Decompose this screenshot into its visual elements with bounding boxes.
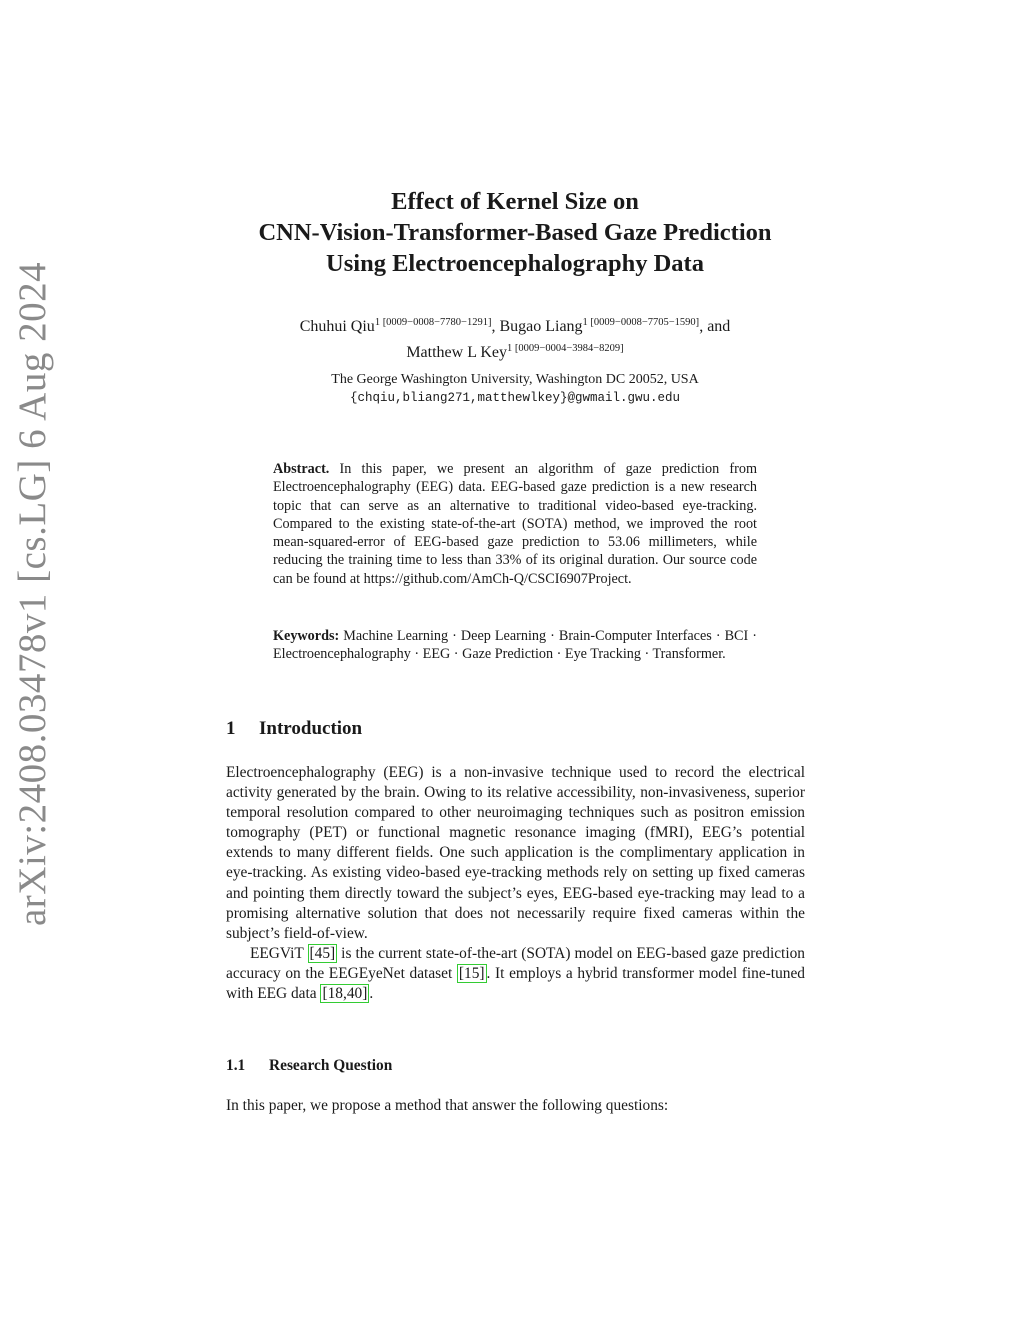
section-number: 1 (226, 718, 236, 739)
title-line-1: Effect of Kernel Size on (391, 188, 639, 215)
abstract-text: In this paper, we present an algorithm of gaze prediction from Electroencephalography (EEG) data. EEG-based gaze prediction is a new research topic that can serve as an alternative to traditional video-based eye-tracking. Compared to the existing state-of-the-art (SOTA) method, we improved the root mean-squared-error of EEG-based gaze prediction to 53.06 millimeters, while reducing the training time to less than 33% of its original duration. Our source code can be found at https://github.com/AmCh-Q/CSCI6907Project. (273, 461, 757, 587)
abstract (273, 460, 757, 588)
keywords-text: Machine Learning · Deep Learning · Brain-Computer Interfaces · BCI · Electroencephalography · EEG · Gaze Prediction · Eye Tracking · Transformer. (273, 628, 757, 663)
intro-p2-part-b: is the current state-of-the-art (SOTA) model on EEG-based gaze prediction accuracy on the EEGEyeNet dataset (226, 944, 806, 982)
introduction-body (226, 763, 805, 1004)
title-line-2: CNN-Vision-Transformer-Based Gaze Prediction (258, 219, 772, 246)
author-1-name: Chuhui Qiu (299, 318, 375, 335)
section-title: Introduction (259, 718, 363, 739)
title-line-3: Using Electroencephalography Data (326, 250, 704, 277)
authors-line-2 (200, 338, 830, 364)
citation-45-link[interactable]: [45] (309, 944, 336, 962)
intro-p2-part-d: . (369, 985, 374, 1003)
research-question-intro: In this paper, we propose a method that answer the following questions: (226, 1097, 669, 1114)
arxiv-sidebar-stamp: arXiv:2408.03478v1 [cs.LG] 6 Aug 2024 (11, 261, 54, 926)
keywords (273, 627, 757, 664)
author-emails: {chqiu,bliang271,matthewlkey}@gwmail.gwu.edu (349, 391, 681, 405)
authors-line-1: Chuhui Qiu$^{1 [0009-0008-7780-1291]}$, Bugao Liang$^{1 [0009-0008-7705-1590]}$, and (299, 317, 731, 335)
intro-paragraph-2 (226, 944, 805, 1004)
intro-paragraph-1: Electroencephalography (EEG) is a non-invasive technique used to record the electrical activity generated by the brain. Owing to its relative accessibility, non-invasiveness, superior temporal resolution compared to other neuroimaging techniques such as positron emission tomography (PET) or functional magnetic resonance imaging (fMRI), EEG’s potential extends to many different fields. One such application is the complimentary application in eye-tracking. As existing video-based eye-tracking methods rely on setting up fixed cameras and pointing them directly toward the subject’s eyes, EEG-based eye-tracking may lead to a promising alternative solution that does not necessarily require fixed cameras within the subject’s field-of-view. (226, 764, 805, 942)
institution: The George Washington University, Washington DC 20052, USA (331, 372, 699, 387)
author-3-orcid: 1 [0009−0004−3984−8209] (507, 343, 624, 354)
authors-and: , and (699, 318, 731, 335)
subsection-title: Research Question (269, 1057, 393, 1074)
intro-p2-part-c: . It employs a hybrid transformer model fine-tuned with EEG data (226, 964, 805, 1003)
author-3-name: Matthew L Key (406, 344, 508, 361)
paper-title (200, 186, 830, 279)
affiliation-block (200, 370, 830, 408)
author-2-name: Bugao Liang (499, 318, 583, 335)
section-heading-introduction (226, 718, 362, 740)
subsection-number: 1.1 (226, 1057, 246, 1074)
citation-15-link[interactable]: [15] (458, 964, 485, 982)
subsection-heading-research-question (226, 1057, 392, 1075)
keywords-label: Keywords: (273, 628, 340, 644)
abstract-label: Abstract. (273, 461, 330, 477)
intro-p2-part-a: EEGViT (250, 944, 308, 962)
author-list (200, 312, 830, 364)
citation-18-40-link[interactable]: [18,40] (322, 985, 368, 1003)
author-2-orcid: 1 [0009−0008−7705−1590] (582, 317, 700, 328)
author-1-orcid: 1 [0009−0008−7780−1291] (374, 317, 492, 328)
